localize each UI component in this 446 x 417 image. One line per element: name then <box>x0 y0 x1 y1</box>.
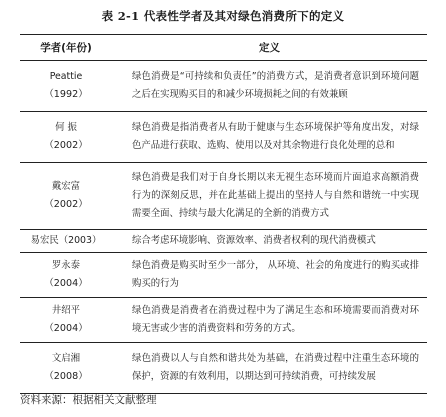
definition-cell: 绿色消费是消费者在消费过程中为了满足生态和环境需要而消费对环境无害或少害的消费资料和劳务的方式。 <box>112 298 427 343</box>
table-row <box>20 163 427 230</box>
table-row <box>20 230 427 253</box>
scholar-cell <box>20 112 112 163</box>
scholar-name: 何 振 <box>55 122 77 133</box>
definition-cell: 绿色消费以人与自然和谐共处为基础，在消费过程中注重生态环境的保护，资源的有效利用，以期达到可持续消费，可持续发展 <box>112 343 427 394</box>
table-caption: 表 2-1 代表性学者及其对绿色消费所下的定义 <box>101 9 345 23</box>
scholar-cell <box>20 343 112 394</box>
definition-cell: 绿色消费是指消费者从有助于健康与生态环境保护等角度出发，对绿色产品进行获取、选购、使用以及对其余物进行良化处理的总和 <box>112 112 427 163</box>
scholar-name: 罗永泰 <box>51 260 81 271</box>
scholar-year: （1992） <box>44 89 88 100</box>
definition-cell: 综合考虑环境影响、资源效率、消费者权利的现代消费模式 <box>112 230 427 253</box>
table-header-row <box>20 35 427 61</box>
scholar-name: Peattie <box>49 71 83 82</box>
table-row <box>20 253 427 298</box>
scholar-year: （2004） <box>44 323 88 334</box>
table-row <box>20 112 427 163</box>
definition-cell: 绿色消费是我们对于自身长期以来无视生态环境而片面追求高额消费行为的深刻反思，并在此基础上提出的坚持人与自然和谐统一中实现需要全面、持续与最大化满足的全新的消费方式 <box>112 163 427 230</box>
source-note: 资料来源：根据相关文献整理 <box>20 394 157 406</box>
definition-cell: 绿色消费是“可持续和负责任”的消费方式，是消费者意识到环境问题之后在实现购买目的和减少环境损耗之间的有效兼顾 <box>112 61 427 112</box>
scholar-name: 文启湘 <box>51 353 81 364</box>
scholar-cell <box>20 230 112 253</box>
header-scholar: 学者(年份) <box>20 35 112 61</box>
scholar-year: （2004） <box>44 278 88 289</box>
scholar-year: （2008） <box>44 371 88 382</box>
scholar-name: 戴宏富 <box>51 181 81 192</box>
scholar-name: 井绍平 <box>51 305 81 316</box>
table-row <box>20 61 427 112</box>
scholar-name: 易宏民（2003） <box>30 235 102 246</box>
definition-cell: 绿色消费是购买时至少一部分， 从环境、社会的角度进行的购买或排购买的行为 <box>112 253 427 298</box>
header-definition: 定义 <box>112 35 427 61</box>
scholar-year: （2002） <box>44 140 88 151</box>
table-row <box>20 343 427 394</box>
table-row <box>20 298 427 343</box>
scholar-cell <box>20 298 112 343</box>
scholar-year: （2002） <box>44 199 88 210</box>
scholar-cell <box>20 253 112 298</box>
definition-table <box>20 34 427 394</box>
scholar-cell <box>20 61 112 112</box>
scholar-cell <box>20 163 112 230</box>
